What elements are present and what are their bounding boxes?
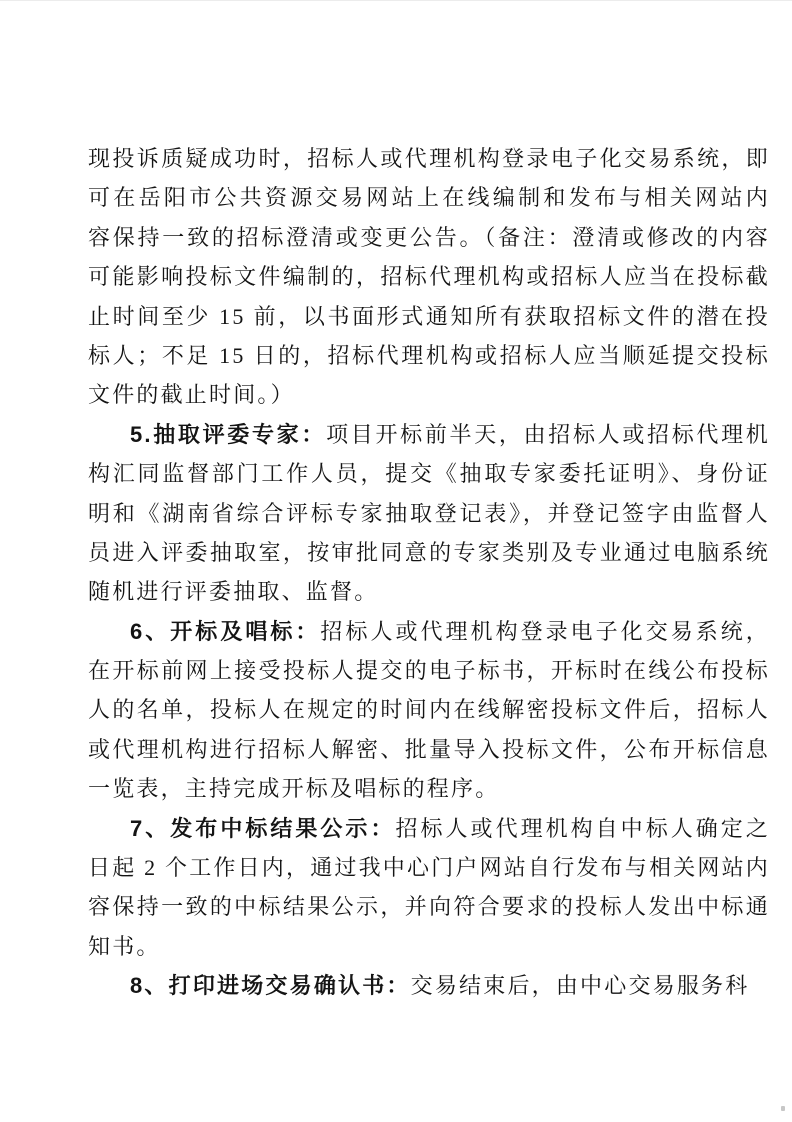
text-line: 知书。 xyxy=(88,933,161,959)
paragraph-item-4-continuation xyxy=(88,139,770,415)
text-line: 容保持一致的中标结果公示，并向符合要求的投标人发出中标通 xyxy=(88,894,770,920)
text-line: 人的名单，投标人在规定的时间内在线解密投标文件后，招标人 xyxy=(88,697,770,723)
text-line: 7、发布中标结果公示：招标人或代理机构自中标人确定之 xyxy=(130,815,770,841)
text-line: 在开标前网上接受投标人提交的电子标书，开标时在线公布投标 xyxy=(88,658,770,684)
text-line: 6、开标及唱标：招标人或代理机构登录电子化交易系统， xyxy=(130,618,770,644)
scan-edge-artifact xyxy=(0,0,792,1)
text-line: 现投诉质疑成功时，招标人或代理机构登录电子化交易系统，即 xyxy=(88,146,770,171)
text-line: 止时间至少 15 前，以书面形式通知所有获取招标文件的潜在投 xyxy=(88,303,770,329)
text-line: 标人；不足 15 日的，招标代理机构或招标人应当顺延提交投标 xyxy=(88,342,770,368)
text-line: 构汇同监督部门工作人员，提交《抽取专家委托证明》、身份证 xyxy=(88,461,770,487)
text-line: 8、打印进场交易确认书：交易结束后，由中心交易服务科 xyxy=(130,973,750,999)
paragraph-item-7-heading: 7、发布中标结果公示： xyxy=(130,815,396,841)
text-line: 可在岳阳市公共资源交易网站上在线编制和发布与相关网站内 xyxy=(88,185,770,211)
text-line: 日起 2 个工作日内，通过我中心门户网站自行发布与相关网站内 xyxy=(88,855,770,881)
paragraph-item-6 xyxy=(88,612,770,809)
text-line: 随机进行评委抽取、监督。 xyxy=(88,579,379,605)
paragraph-item-5 xyxy=(88,415,770,612)
paragraph-item-8 xyxy=(88,966,770,1005)
paragraph-item-8-heading: 8、打印进场交易确认书： xyxy=(130,973,411,999)
text-line: 明和《湖南省综合评标专家抽取登记表》，并登记签字由监督人 xyxy=(88,500,770,526)
scan-speck-artifact xyxy=(781,1106,785,1111)
text-line: 或代理机构进行招标人解密、批量导入投标文件，公布开标信息 xyxy=(88,736,770,762)
paragraph-item-5-heading: 5.抽取评委专家： xyxy=(130,421,327,447)
text-line: 文件的截止时间。） xyxy=(88,382,295,408)
paragraph-item-7 xyxy=(88,809,770,967)
text-line: 员进入评委抽取室，按审批同意的专家类别及专业通过电脑系统 xyxy=(88,539,770,565)
text-line: 5.抽取评委专家：项目开标前半天，由招标人或招标代理机 xyxy=(130,421,770,447)
text-line: 一览表，主持完成开标及唱标的程序。 xyxy=(88,776,500,802)
text-line: 容保持一致的招标澄清或变更公告。（备注：澄清或修改的内容 xyxy=(88,224,770,250)
paragraph-item-6-heading: 6、开标及唱标： xyxy=(130,618,321,644)
text-block xyxy=(88,139,770,1006)
text-line: 可能影响投标文件编制的，招标代理机构或招标人应当在投标截 xyxy=(88,264,770,290)
